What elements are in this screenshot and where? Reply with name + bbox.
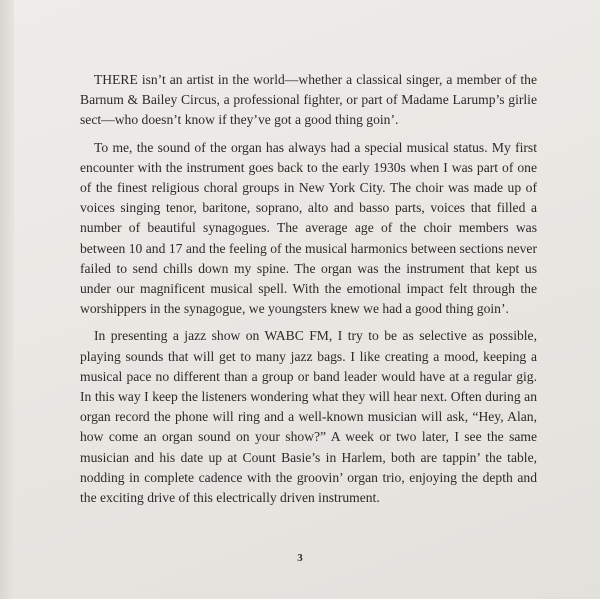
paragraph-1: THERE isn’t an artist in the world—whether a classical singer, a member of the Barnum & Bailey Circus, a professional fighter, or part of Madame Larump’s girlie sect—who doesn’t know if they’ve got a good thing goin’. xyxy=(80,72,537,128)
paragraph-3: In presenting a jazz show on WABC FM, I try to be as selective as possible, playing sounds that will get to many jazz bags. I like creating a mood, keeping a musical pace no different than a group or band leader would have at a regular gig. In this way I keep the listeners wondering what they will hear next. Often during an organ record the phone will ring and a well-known musician will ask, “Hey, Alan, how come an organ sound on your show?” A week or two later, I see the same musician and his date up at Count Basie’s in Harlem, both are tappin’ the table, nodding in complete cadence with the groovin’ organ trio, enjoying the depth and the exciting drive of this electrically driven instrument. xyxy=(80,328,537,506)
paragraph-2: To me, the sound of the organ has always had a special musical status. My first encounter with the instrument goes back to the early 1930s when I was part of one of the finest religious choral groups in New York City. The choir was made up of voices singing tenor, baritone, soprano, alto and basso parts, voices that filled a number of beautiful synagogues. The average age of the choir members was between 10 and 17 and the feeling of the musical harmonics between sections never failed to send chills down my spine. The organ was the instrument that kept us under our magnificent musical spell. With the emotional impact felt through the worshippers in the synagogue, we youngsters knew we had a good thing goin’. xyxy=(80,139,537,317)
page-number: 3 xyxy=(297,552,303,564)
body-text xyxy=(80,70,537,515)
page-fold-shadow xyxy=(0,0,14,599)
